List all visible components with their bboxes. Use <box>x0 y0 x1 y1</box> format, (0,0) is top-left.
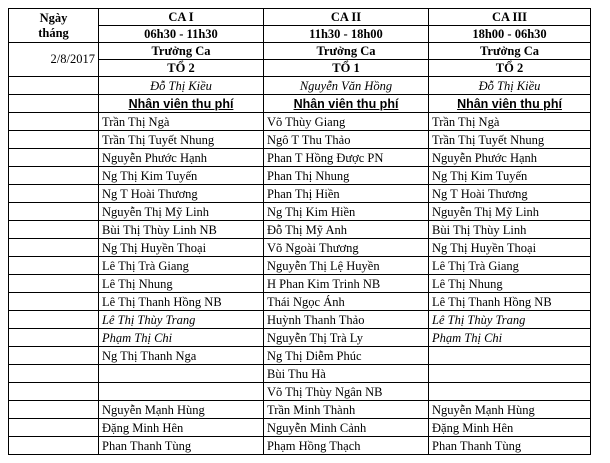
staff-name-shift-1: Phan Thanh Tùng <box>99 437 264 455</box>
shift-2-team: TỔ 1 <box>264 60 429 77</box>
date-cell <box>9 365 99 383</box>
staff-name-shift-2: Phan Thị Hiền <box>264 185 429 203</box>
table-row <box>9 221 591 239</box>
staff-name-shift-3: Lê Thị Nhung <box>429 275 591 293</box>
table-row <box>9 437 591 455</box>
table-row <box>9 401 591 419</box>
blank-cell <box>9 95 99 113</box>
staff-name-shift-2: Đỗ Thị Mỹ Anh <box>264 221 429 239</box>
schedule-date: 2/8/2017 <box>9 43 99 77</box>
table-row <box>9 365 591 383</box>
shift-1-leader: Đỗ Thị Kiều <box>99 77 264 95</box>
staff-name-shift-1: Trần Thị Tuyết Nhung <box>99 131 264 149</box>
table-row <box>9 167 591 185</box>
date-cell <box>9 221 99 239</box>
staff-name-shift-1: Ng Thị Thanh Nga <box>99 347 264 365</box>
date-cell <box>9 401 99 419</box>
table-row <box>9 275 591 293</box>
table-row <box>9 383 591 401</box>
schedule-body <box>9 9 591 455</box>
staff-name-shift-3 <box>429 383 591 401</box>
shift-3-time: 18h00 - 06h30 <box>429 26 591 43</box>
staff-name-shift-1 <box>99 383 264 401</box>
blank-cell <box>9 77 99 95</box>
date-cell <box>9 167 99 185</box>
table-row <box>9 149 591 167</box>
staff-name-shift-1: Trần Thị Ngà <box>99 113 264 131</box>
shift-2-name: CA II <box>264 9 429 26</box>
shift-1-name: CA I <box>99 9 264 26</box>
shift-3-staff-heading: Nhân viên thu phí <box>429 95 591 113</box>
shift-2-time: 11h30 - 18h00 <box>264 26 429 43</box>
shift-3-role: Trưởng Ca <box>429 43 591 60</box>
date-column-header <box>9 9 99 43</box>
staff-name-shift-2: Võ Thị Thùy Ngân NB <box>264 383 429 401</box>
date-cell <box>9 275 99 293</box>
staff-name-shift-2: Võ Ngoài Thương <box>264 239 429 257</box>
staff-name-shift-3: Nguyễn Thị Mỹ Linh <box>429 203 591 221</box>
table-row <box>9 329 591 347</box>
date-cell <box>9 419 99 437</box>
staff-name-shift-1: Bùi Thị Thùy Linh NB <box>99 221 264 239</box>
header-row-role <box>9 43 591 60</box>
staff-name-shift-3: Ng T Hoài Thương <box>429 185 591 203</box>
table-row <box>9 113 591 131</box>
staff-name-shift-2: Bùi Thu Hà <box>264 365 429 383</box>
staff-name-shift-3: Ng Thị Kim Tuyến <box>429 167 591 185</box>
date-cell <box>9 239 99 257</box>
staff-name-shift-2: Ng Thị Diễm Phúc <box>264 347 429 365</box>
staff-name-shift-1 <box>99 365 264 383</box>
staff-name-shift-3: Phạm Thị Chi <box>429 329 591 347</box>
staff-name-shift-2: Ngô T Thu Thảo <box>264 131 429 149</box>
date-header-line-2: tháng <box>38 25 69 40</box>
date-cell <box>9 113 99 131</box>
staff-name-shift-3: Bùi Thị Thùy Linh <box>429 221 591 239</box>
table-row <box>9 293 591 311</box>
shift-schedule-table <box>8 8 591 455</box>
staff-name-shift-2: Thái Ngọc Ánh <box>264 293 429 311</box>
staff-name-shift-1: Lê Thị Thùy Trang <box>99 311 264 329</box>
date-cell <box>9 293 99 311</box>
staff-name-shift-3: Nguyễn Phước Hạnh <box>429 149 591 167</box>
staff-name-shift-3 <box>429 347 591 365</box>
shift-2-role: Trưởng Ca <box>264 43 429 60</box>
staff-name-shift-2: Phan Thị Nhung <box>264 167 429 185</box>
header-row-leader <box>9 77 591 95</box>
date-cell <box>9 131 99 149</box>
staff-name-shift-1: Nguyễn Thị Mỹ Linh <box>99 203 264 221</box>
shift-1-team: TỔ 2 <box>99 60 264 77</box>
staff-name-shift-1: Lê Thị Nhung <box>99 275 264 293</box>
staff-name-shift-1: Nguyễn Mạnh Hùng <box>99 401 264 419</box>
table-row <box>9 347 591 365</box>
staff-name-shift-3: Trần Thị Ngà <box>429 113 591 131</box>
shift-2-staff-heading: Nhân viên thu phí <box>264 95 429 113</box>
staff-name-shift-2: Phan T Hồng Được PN <box>264 149 429 167</box>
date-cell <box>9 149 99 167</box>
date-cell <box>9 185 99 203</box>
date-header-line-1: Ngày <box>39 10 68 25</box>
staff-name-shift-1: Ng Thị Kim Tuyến <box>99 167 264 185</box>
staff-name-shift-1: Phạm Thị Chi <box>99 329 264 347</box>
staff-name-shift-2: Nguyễn Thị Lệ Huyền <box>264 257 429 275</box>
staff-name-shift-2: Huỳnh Thanh Thảo <box>264 311 429 329</box>
shift-1-staff-heading: Nhân viên thu phí <box>99 95 264 113</box>
table-row <box>9 257 591 275</box>
table-row <box>9 239 591 257</box>
shift-3-name: CA III <box>429 9 591 26</box>
staff-name-shift-3: Lê Thị Thùy Trang <box>429 311 591 329</box>
staff-name-shift-3 <box>429 365 591 383</box>
staff-name-shift-2: Nguyễn Thị Trà Ly <box>264 329 429 347</box>
table-row <box>9 185 591 203</box>
staff-name-shift-1: Lê Thị Trà Giang <box>99 257 264 275</box>
shift-3-leader: Đỗ Thị Kiều <box>429 77 591 95</box>
date-cell <box>9 347 99 365</box>
table-row <box>9 203 591 221</box>
staff-name-shift-1: Ng T Hoài Thương <box>99 185 264 203</box>
staff-name-shift-1: Ng Thị Huyền Thoại <box>99 239 264 257</box>
table-row <box>9 131 591 149</box>
date-cell <box>9 203 99 221</box>
header-row-shift-names <box>9 9 591 26</box>
staff-name-shift-3: Ng Thị Huyền Thoại <box>429 239 591 257</box>
date-cell <box>9 329 99 347</box>
date-cell <box>9 437 99 455</box>
shift-2-leader: Nguyễn Văn Hồng <box>264 77 429 95</box>
staff-name-shift-2: Ng Thị Kim Hiền <box>264 203 429 221</box>
staff-name-shift-3: Nguyễn Mạnh Hùng <box>429 401 591 419</box>
staff-name-shift-3: Lê Thị Trà Giang <box>429 257 591 275</box>
staff-name-shift-3: Phan Thanh Tùng <box>429 437 591 455</box>
staff-name-shift-1: Lê Thị Thanh Hồng NB <box>99 293 264 311</box>
table-row <box>9 311 591 329</box>
header-row-staff-heading <box>9 95 591 113</box>
staff-name-shift-2: Võ Thùy Giang <box>264 113 429 131</box>
staff-name-shift-3: Lê Thị Thanh Hồng NB <box>429 293 591 311</box>
staff-name-shift-2: Nguyễn Minh Cảnh <box>264 419 429 437</box>
staff-name-shift-1: Đặng Minh Hên <box>99 419 264 437</box>
staff-name-shift-2: H Phan Kim Trinh NB <box>264 275 429 293</box>
shift-1-time: 06h30 - 11h30 <box>99 26 264 43</box>
shift-1-role: Trưởng Ca <box>99 43 264 60</box>
staff-name-shift-1: Nguyễn Phước Hạnh <box>99 149 264 167</box>
date-cell <box>9 257 99 275</box>
staff-name-shift-2: Trần Minh Thành <box>264 401 429 419</box>
table-row <box>9 419 591 437</box>
staff-name-shift-3: Trần Thị Tuyết Nhung <box>429 131 591 149</box>
staff-name-shift-3: Đặng Minh Hên <box>429 419 591 437</box>
staff-name-shift-2: Phạm Hồng Thạch <box>264 437 429 455</box>
date-cell <box>9 311 99 329</box>
date-cell <box>9 383 99 401</box>
shift-3-team: TỔ 2 <box>429 60 591 77</box>
